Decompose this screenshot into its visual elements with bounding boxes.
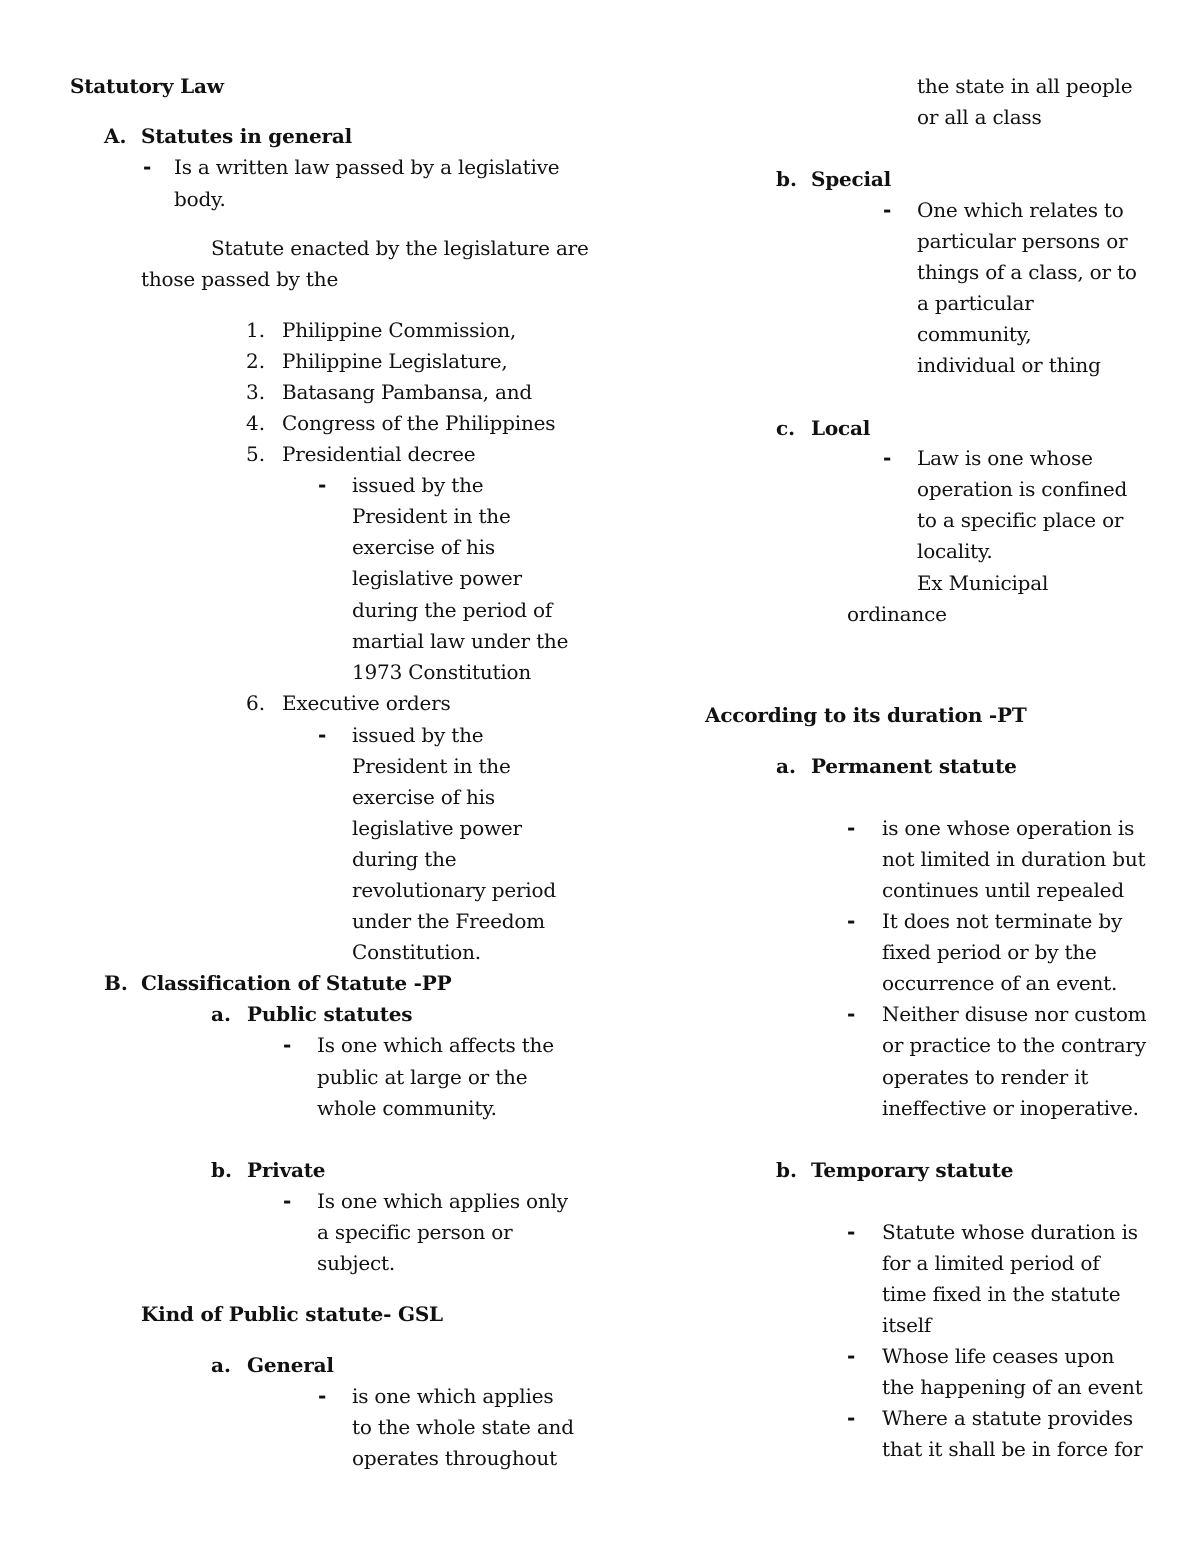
text-line: or all a class [917,105,1042,129]
text-line: occurrence of an event. [882,971,1118,995]
text-line: It does not terminate by [882,909,1123,933]
text-line: body. [174,187,226,211]
text-line: One which relates to [917,198,1124,222]
temporary-statute-heading: Temporary statute [811,1158,1014,1182]
example-line: Ex Municipal [917,571,1049,595]
bullet-dash: - [847,816,856,840]
list-item: Philippine Commission, [282,318,517,342]
text-line: fixed period or by the [882,940,1097,964]
text-line: Is one which applies only [317,1189,568,1213]
general-heading: General [247,1353,334,1377]
text-line: operation is confined [917,477,1128,501]
list-item: Presidential decree [282,442,476,466]
bullet-dash: - [283,1033,292,1057]
text-line: during the [352,847,457,871]
text-line: President in the [352,754,511,778]
kind-heading: Kind of Public statute- GSL [141,1302,443,1326]
text-line: a specific person or [317,1220,513,1244]
bullet-dash: - [318,473,327,497]
bullet-dash: - [143,155,152,179]
text-line: or practice to the contrary [882,1033,1146,1057]
text-line: to the whole state and [352,1415,574,1439]
special-heading: Special [811,167,892,191]
text-line: individual or thing [917,353,1101,377]
text-line: is one whose operation is [882,816,1135,840]
section-b-marker: B. [104,971,128,995]
text-line: subject. [317,1251,395,1275]
list-number: 3. [246,380,266,404]
example-line: ordinance [847,602,947,626]
list-number: 1. [246,318,266,342]
text-line: operates to render it [882,1065,1089,1089]
text-line: Whose life ceases upon [882,1344,1115,1368]
sub-marker: a. [776,754,796,778]
text-line: Is one which affects the [317,1033,554,1057]
section-a-marker: A. [104,124,127,148]
sub-marker: b. [211,1158,232,1182]
private-heading: Private [247,1158,326,1182]
text-line: operates throughout [352,1446,557,1470]
bullet-dash: - [883,198,892,222]
text-line: continues until repealed [882,878,1124,902]
bullet-dash: - [283,1189,292,1213]
section-a-heading: Statutes in general [141,124,352,148]
bullet-dash: - [847,1406,856,1430]
text-line: the happening of an event [882,1375,1143,1399]
text-line: particular persons or [917,229,1128,253]
list-number: 6. [246,691,266,715]
bullet-dash: - [883,446,892,470]
text-line: a particular [917,291,1034,315]
text-line: community, [917,322,1032,346]
sub-marker: b. [776,1158,797,1182]
public-statutes-heading: Public statutes [247,1002,413,1026]
text-line: Neither disuse nor custom [882,1002,1147,1026]
text-line: is one which applies [352,1384,554,1408]
list-item: Congress of the Philippines [282,411,556,435]
document-title: Statutory Law [70,74,224,98]
sub-marker: b. [776,167,797,191]
text-line: for a limited period of [882,1251,1100,1275]
text-line: issued by the [352,473,484,497]
bullet-dash: - [318,723,327,747]
text-line: during the period of [352,598,553,622]
text-line: the state in all people [917,74,1133,98]
text-line: Is a written law passed by a legislative [174,155,560,179]
text-line: itself [882,1313,932,1337]
text-line: ineffective or inoperative. [882,1096,1139,1120]
bullet-dash: - [847,1220,856,1244]
text-line: locality. [917,539,993,563]
bullet-dash: - [847,1002,856,1026]
sub-marker: a. [211,1353,231,1377]
text-line: Where a statute provides [882,1406,1133,1430]
text-line: under the Freedom [352,909,545,933]
paragraph-line: those passed by the [141,267,339,291]
text-line: martial law under the [352,629,569,653]
bullet-dash: - [318,1384,327,1408]
duration-heading: According to its duration -PT [705,703,1027,727]
bullet-dash: - [847,909,856,933]
text-line: Statute whose duration is [882,1220,1138,1244]
text-line: exercise of his [352,535,495,559]
sub-marker: c. [776,416,796,440]
list-number: 5. [246,442,266,466]
text-line: time fixed in the statute [882,1282,1121,1306]
text-line: Constitution. [352,940,481,964]
bullet-dash: - [847,1344,856,1368]
text-line: Law is one whose [917,446,1093,470]
text-line: public at large or the [317,1065,528,1089]
text-line: things of a class, or to [917,260,1137,284]
text-line: President in the [352,504,511,528]
text-line: exercise of his [352,785,495,809]
text-line: legislative power [352,566,522,590]
text-line: to a specific place or [917,508,1124,532]
list-item: Philippine Legislature, [282,349,508,373]
text-line: 1973 Constitution [352,660,532,684]
paragraph-line: Statute enacted by the legislature are [211,236,589,260]
text-line: legislative power [352,816,522,840]
local-heading: Local [811,416,871,440]
text-line: revolutionary period [352,878,556,902]
text-line: not limited in duration but [882,847,1146,871]
sub-marker: a. [211,1002,231,1026]
text-line: issued by the [352,723,484,747]
text-line: that it shall be in force for [882,1437,1143,1461]
list-item: Executive orders [282,691,451,715]
list-item: Batasang Pambansa, and [282,380,532,404]
list-number: 4. [246,411,266,435]
section-b-heading: Classification of Statute -PP [141,971,452,995]
permanent-statute-heading: Permanent statute [811,754,1017,778]
list-number: 2. [246,349,266,373]
text-line: whole community. [317,1096,497,1120]
